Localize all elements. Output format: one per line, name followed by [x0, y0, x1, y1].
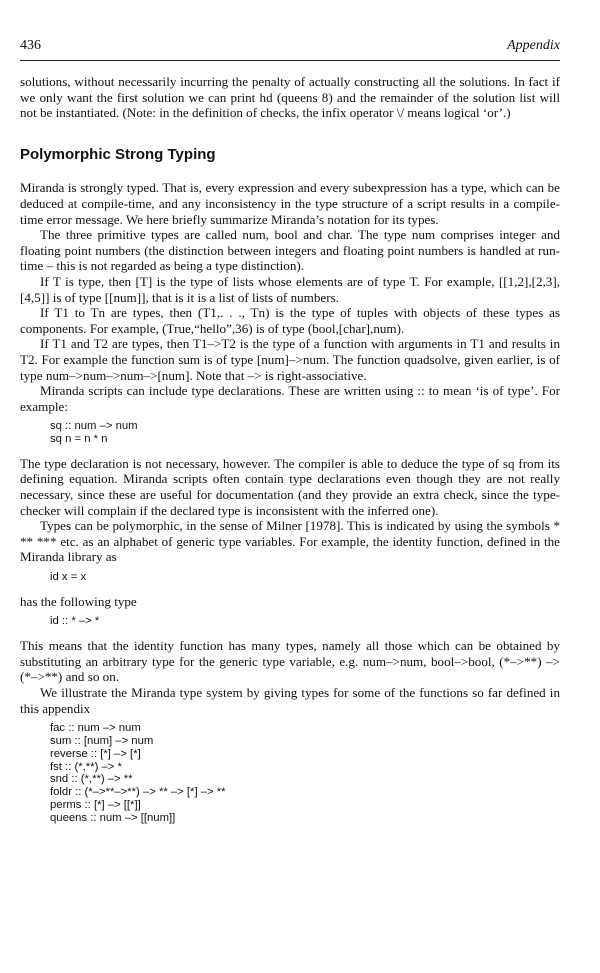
paragraph: Types can be polymorphic, in the sense of Milner [1978]. This is indicated by using the symbols * ** *** etc. as an alphabet of generic type variables. For example, the identity function, defined in the Miranda library as [20, 518, 560, 565]
paragraph: solutions, without necessarily incurring the penalty of actually constructing all the solutions. In fact if we only want the first solution we can print hd (queens 8) and the remainder of the solution list will not be instantiated. (Note: in the definition of checks, the infix operator \/ means logical ‘or’.) [20, 74, 560, 121]
code-line: reverse :: [*] –> [*] [50, 747, 141, 760]
code-line: id x = x [50, 571, 87, 584]
code-line: sq n = n * n [50, 433, 108, 446]
code-block-type-list [20, 722, 560, 824]
page-header [20, 38, 560, 58]
paragraph: If T is type, then [T] is the type of lists whose elements are of type T. For example, [[1,2],[2,3],[4,5]] is of type [[num]], that is it is a list of lists of numbers. [20, 273, 560, 305]
paragraph: This means that the identity function has many types, namely all those which can be obtained by substituting an arbitrary type for the generic type variable, e.g. num–>num, bool–>bool, (*–>**) –> (*–>**) and so on. [20, 638, 560, 685]
code-block-sq [20, 420, 560, 446]
code-line: perms :: [*] –> [[*]] [50, 798, 141, 811]
paragraph: has the following type [20, 593, 137, 609]
page-number: 436 [20, 38, 41, 53]
page-body [20, 74, 560, 835]
header-rule [20, 60, 560, 61]
code-line: fac :: num –> num [50, 722, 141, 735]
paragraph: The type declaration is not necessary, however. The compiler is able to deduce the type of sq from its defining equation. Miranda scripts often contain type declarations even though they are not really necessary, since these are useful for documentation (and they provide an extra check, since the type-checker will complain if the declared type is inconsistent with the inferred one). [20, 455, 560, 518]
code-line: sq :: num –> num [50, 420, 138, 433]
code-line: snd :: (*,**) –> ** [50, 773, 133, 786]
code-line: id :: * –> * [50, 615, 100, 628]
paragraph: The three primitive types are called num, bool and char. The type num comprises integer and floating point numbers (the distinction between integers and floating point numbers is handled at run-time – this is not regarded as being a type distinction). [20, 227, 560, 274]
paragraph: Miranda is strongly typed. That is, every expression and every subexpression has a type, which can be deduced at compile-time, and any inconsistency in the type structure of a script results in a compile-time error message. We here briefly summarize Miranda’s notation for its types. [20, 180, 560, 227]
paragraph: We illustrate the Miranda type system by giving types for some of the functions so far defined in this appendix [20, 685, 560, 716]
running-title: Appendix [507, 38, 560, 53]
paragraph: If T1 and T2 are types, then T1–>T2 is the type of a function with arguments in T1 and results in T2. For example the function sum is of type [num]–>num. The function quadsolve, given earlier, is of type num–>num–>num–>[num]. Note that –> is right-associative. [20, 336, 560, 383]
code-line: fst :: (*,**) –> * [50, 760, 122, 773]
code-line: queens :: num –> [[num]] [50, 811, 176, 824]
paragraph: If T1 to Tn are types, then (T1,. . ., Tn) is the type of tuples with objects of these types as components. For example, (True,“hello”,36) is of type (bool,[char],num). [20, 305, 560, 336]
section-heading: Polymorphic Strong Typing [20, 145, 216, 163]
code-line: foldr :: (*–>**–>**) –> ** –> [*] –> ** [50, 786, 226, 799]
code-block-id-def [20, 571, 560, 584]
code-block-id-type [20, 615, 560, 628]
paragraph: Miranda scripts can include type declarations. These are written using :: to mean ‘is of type’. For example: [20, 383, 560, 414]
code-line: sum :: [num] –> num [50, 734, 154, 747]
